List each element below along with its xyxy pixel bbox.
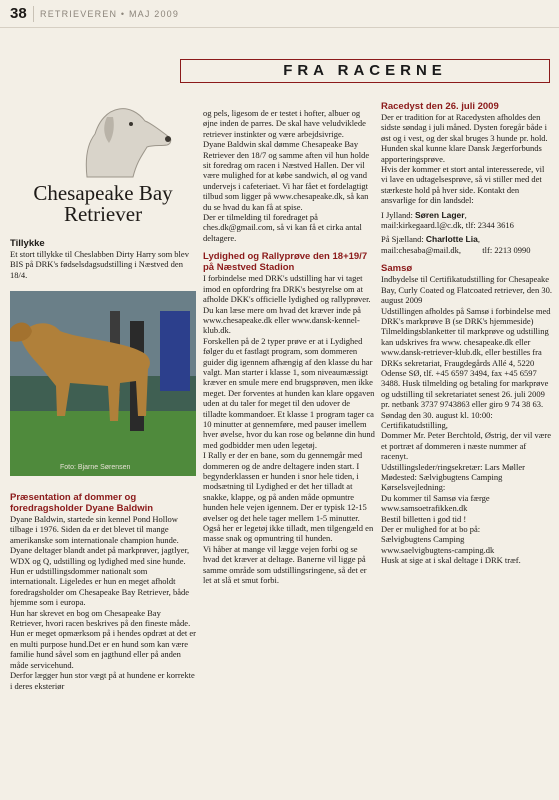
samso-paragraph: Kørselsvejledning: [381, 482, 446, 493]
contact-jylland: I Jylland: Søren Lager, [381, 209, 467, 220]
col2-paragraph: I forbindelse med DRK's udstilling har vi taget imod en opfordring fra DRK's bestyrelse om at afholde DKK's officielle lydighed og rallyprøver. [203, 273, 371, 305]
samso-paragraph: Der er mulighed for at bo på: [381, 524, 481, 535]
racedyst-paragraph: Der er tradition for at Racedysten afholdes den sidste søndag i juli måned. Dysten foregår både i øst og i vest, og der skal bruges 3 hunde pr. hold. Hunden skal kunne klare Dansk Jægerforbunds apporteringsprøve. [381, 112, 548, 164]
tillykke-heading: Tillykke [10, 238, 45, 249]
racedyst-heading: Racedyst den 26. juli 2009 [381, 101, 499, 112]
dog-head-illustration [57, 99, 177, 179]
samso-paragraph: Dommer Mr. Peter Berchtold, Østrig, der vil være et portræt af dommeren i næste nummer af racenyt. [381, 430, 551, 462]
lydighed-heading: Lydighed og Rallyprøve den 18+19/7 på Næstved Stadion [203, 251, 368, 274]
tillykke-body: Et stort tillykke til Cheslabben Dirty Harry som blev BIS på DRK's fødselsdagsudstilling i Næstved den 18/4. [10, 249, 189, 280]
dog-head-outline [86, 109, 170, 177]
presentation-paragraph: Hun er udstillingsdommer nationalt som internationalt. Ligeledes er hun en meget afholdt foredragsholder om Chesapeake Bay Retriever, både hjemme som i europa. [10, 566, 190, 608]
dog-eye [129, 122, 133, 126]
column-middle [203, 108, 375, 585]
presentation-heading: Præsentation af dommer og foredragsholder Dyane Baldwin [10, 492, 154, 514]
page-header [0, 0, 559, 28]
presentation-section [10, 492, 196, 691]
photo-image [10, 291, 196, 476]
samso-heading: Samsø [381, 263, 413, 275]
samso-paragraph: Sælvigbugtens Camping [381, 534, 465, 545]
samso-paragraph: Du kommer til Samsø via færge [381, 492, 490, 503]
samso-paragraph: Udstillingen afholdes på Samsø i forbindelse med DRK's markprøve B (se DRK's hjemmeside) [381, 305, 551, 326]
page-number: 38 [10, 5, 27, 22]
section-title-box [180, 59, 550, 83]
presentation-paragraph: Hun er meget opmærksom på i hendes opdræt at det er en multi purpose hund.Det er en hund som kan være familie hund såvel som en jagthund eller på anden måde servicehund. [10, 628, 197, 670]
samso-paragraph: Tilmeldingsblanketter til markprøve og udstilling kan udskrives fra www. chesapeake.dk eller www.dansk-retriever-klub.dk, eller bestilles fra DRKs sekretariat, Fraugdegårds Allé 4, 5220 Odense SØ, tlf. +45 6597 3494, fax +45 6597 3488. Husk tilmelding og betaling for markprøve og udstilling til sekretariatet senest 26. juli 2009 pr. netbank 3737 9743863 eller giro 9 74 38 63. [381, 326, 549, 410]
samso-paragraph: Indbydelse til Certifikatudstilling for Chesapeake Bay, Curly Coated og Flatcoated retriever, den 30. august 2009 [381, 274, 552, 306]
contact-jylland-mail: mail:kirkegaard.l@c.dk, tlf: 2344 3616 [381, 220, 514, 231]
contact-jylland-name: Søren Lager [415, 209, 465, 220]
breed-title [10, 183, 196, 225]
header-divider [33, 6, 34, 22]
samso-paragraph: Bestil billetten i god tid ! [381, 513, 467, 524]
col2-paragraph: Forskellen på de 2 typer prøve er at i Lydighed følger du et fastlagt program, som dommeren guider dig igennem afhængig af den klasse du har valgt. Man starter i klasse 1, som niveaumæssigt kræver en smule mere end brugsprøven, men ikke meget. Der forventes at hunden kan klare opgaven uden at du taler for meget til den udover de tilladte kommandoer. Et klasse 1 program tager ca 10 minutter at gennemføre, med pauser imellem hver øvelse, hvor du kan rose og belønne din hund med godbidder men uden legetøj. [203, 335, 375, 450]
dog-show-photo [10, 291, 196, 476]
header-rule [0, 27, 559, 28]
column-right [381, 101, 553, 566]
col2-paragraph: Vi håber at mange vil lægge vejen forbi og se hvad det kræver at deltage. Banerne vil ligge på samme område som udstillingsringene, så det er let at slå et smut forbi. [203, 543, 367, 586]
presentation-paragraph: Derfor lægger hun stor vægt på at hundene er korrekte i deres eksteriør [10, 670, 195, 691]
col2-paragraph: Du kan læse mere om hvad det kræver inde på www.chesapeake.dk eller www.dansk-kennel-klub.dk. [203, 304, 361, 336]
tillykke-section [10, 238, 196, 280]
col2-paragraph: I Rally er der en bane, som du gennemgår med dommeren og de andre deltagere inden start. I begynderklassen er hunden i snor hele tiden, i modsætning til Lydighed er det her tilladt at snakke, klappe, og på anden måde opmuntre hunden hele vejen igennem. Der er typisk 12-15 øvelser og det hele tager mellem 1-5 minutter. Også her er legetøj ikke tilladt, men tilgengæld en masse snak og opmuntring til hunden. [203, 450, 374, 544]
contact-sjaelland-mail: mail:chesaba@mail.dk, tlf: 2213 0990 [381, 244, 531, 255]
presentation-paragraph: Dyane Baldwin, startede sin kennel Pond Hollow tilbage i 1976. Siden da er det blevet til mange amerikanske som internationale champion hunde. [10, 514, 179, 545]
col2-paragraph: Der er tilmelding til foredraget på ches.dk@gmail.com, så vi kan få et cirka antal deltagere. [203, 212, 362, 243]
photo-credit: Foto: Bjarne Sørensen [60, 464, 131, 471]
contact-sjaelland: På Sjælland: Charlotte Lia, [381, 234, 480, 245]
col2-paragraph: og pels, ligesom de er testet i hofter, albuer og øjne inden de parres. De skal have veludviklede retriever instinkter og være arbejdsivrige. [203, 108, 366, 139]
samso-paragraph: Udstillingsleder/ringsekretær: Lars Møller [381, 461, 525, 472]
section-title: FRA RACERNE [283, 62, 447, 79]
samso-paragraph: Mødested: Sælvigbugtens Camping [381, 472, 503, 482]
samso-paragraph: Husk at sige at i skal deltage i DRK træf. [381, 555, 521, 566]
dog-nose [165, 136, 171, 142]
contact-sjaelland-name: Charlotte Lia [425, 234, 478, 245]
samso-paragraph: www.saelvigbugtens-camping.dk [381, 544, 495, 555]
photo-blue-bag [160, 311, 190, 391]
col2-paragraph: Dyane Baldwin skal dømme Chesapeake Bay Retriever den 18/7 og samme aften vil hun holde sit foredrag om racen i Næstved Hallen. Der vil være mulighed for at købe sandwich, øl og vand undervejs i cafeteriaet. Vi har fået et fordelagtigt tilbud som ligger på www.chesapeake.dk, så kan du se hvad du kan få at spise. [203, 139, 370, 212]
samso-paragraph: www.samsoetrafikken.dk [381, 503, 468, 514]
presentation-paragraph: Dyane deltager blandt andet på markprøver, jagtlyer, WDX og Q, udstilling og lydighed med sine hunde. [10, 545, 190, 566]
presentation-paragraph: Hun har skrevet en bog om Chesapeake Bay Retriever, hvori racen beskrives på den fineste måde. [10, 607, 191, 629]
samso-paragraph: Søndag den 30. august kl. 10:00: Certifikatudstilling, [381, 409, 493, 430]
running-head: RETRIEVEREN • MAJ 2009 [40, 9, 180, 19]
breed-title-line2: Retriever [63, 202, 143, 226]
breed-title-line1: Chesapeake Bay [33, 181, 173, 205]
racedyst-paragraph: Hvis der kommer et stort antal interesserede, vil vi lave en udtagelsesprøve, så vi stiller med det stærkeste hold på hver side. Kontakt den ansvarlige for din landsdel: [381, 164, 545, 206]
